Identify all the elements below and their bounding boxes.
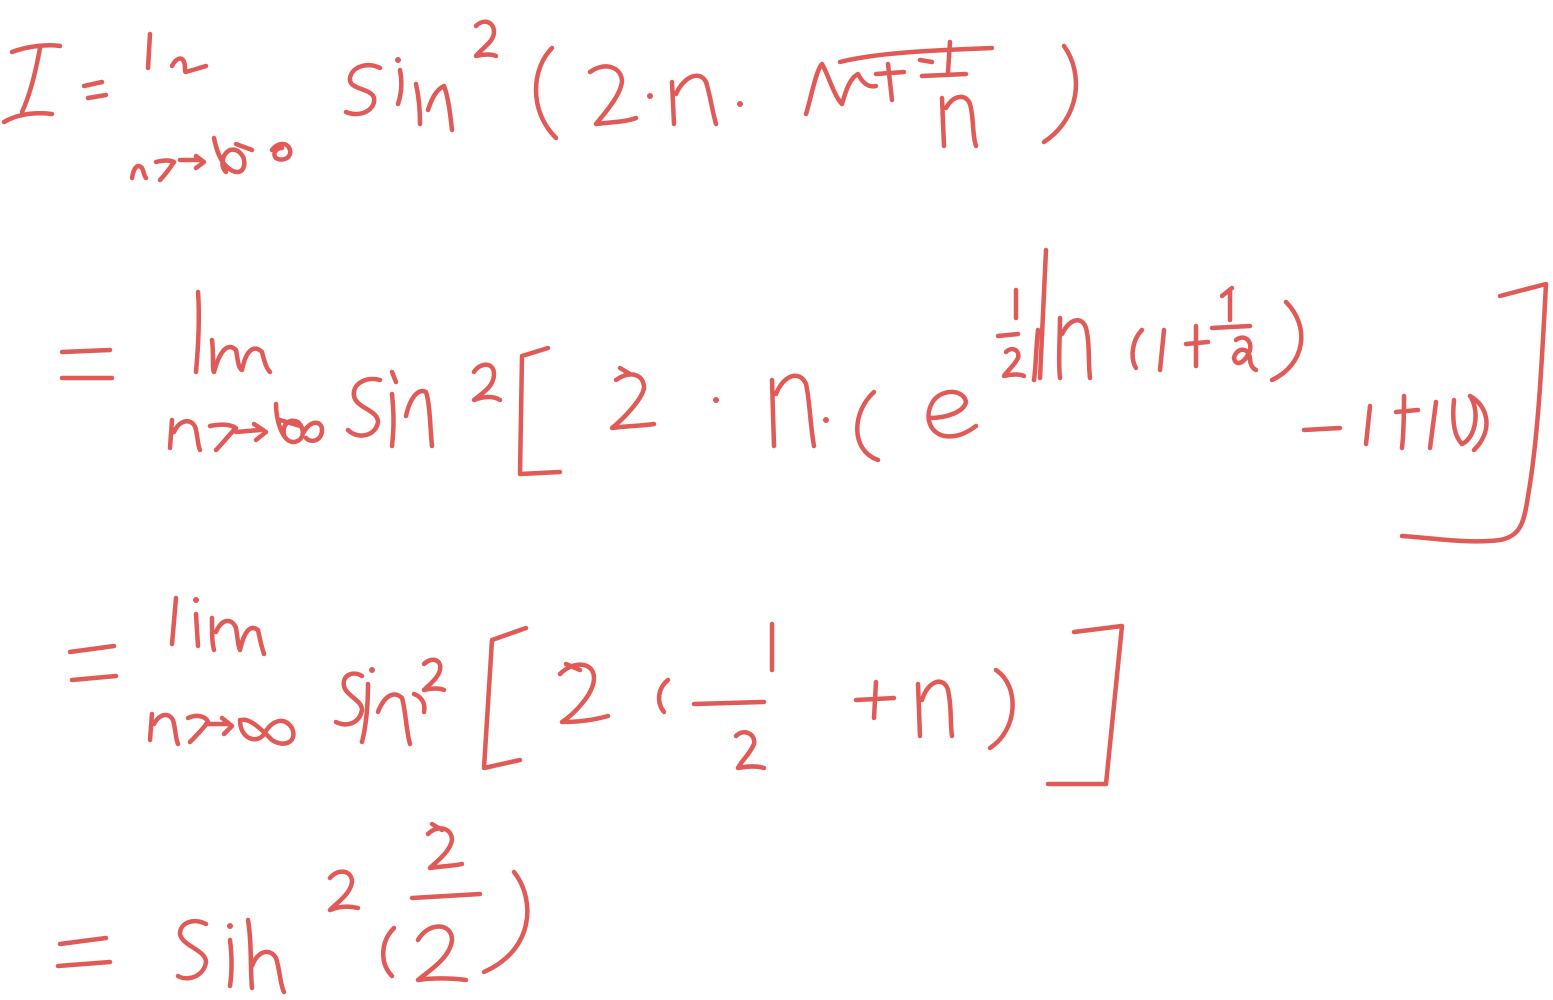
line1-close-paren — [1044, 46, 1076, 142]
line2-body-paren — [857, 392, 878, 460]
line-4 — [0, 0, 527, 992]
line4-equals — [58, 938, 110, 966]
line1-lim-subscript — [132, 138, 290, 180]
line2-sup-close — [1272, 302, 1301, 380]
line1-equals — [84, 82, 106, 98]
line3-tail — [856, 670, 1013, 748]
line3-close-bracket — [1048, 626, 1122, 784]
line1-sqrt-bar — [840, 48, 992, 62]
line1-frac-den — [942, 97, 976, 146]
line2-sup-inner-bar — [1212, 326, 1250, 328]
line4-open-paren — [383, 928, 394, 976]
line2-sup-open — [1133, 330, 1142, 368]
line3-sin — [336, 674, 424, 744]
line1-exponent-2 — [476, 22, 496, 56]
line3-exponent-2 — [424, 660, 444, 690]
line2-dot-1 — [713, 397, 719, 403]
line2-sup-1 — [1160, 330, 1164, 370]
line3-body-a — [560, 664, 608, 722]
line4-frac-num — [428, 824, 462, 868]
line3-frac-den — [736, 732, 764, 768]
line1-lim-glyphs — [148, 34, 206, 72]
line2-sin-dot — [392, 372, 396, 382]
line1-body-sqrt — [806, 60, 932, 114]
line3-sin-dot — [369, 667, 375, 673]
line1-body-n — [672, 76, 716, 124]
line2-body-e — [929, 392, 976, 436]
line2-open-bracket — [520, 348, 560, 474]
line2-equals — [62, 350, 112, 378]
line1-sin — [346, 65, 452, 130]
line2-sin — [348, 379, 432, 446]
line3-lim-glyphs — [172, 598, 264, 654]
line4-sin — [178, 920, 284, 992]
line1-body-a — [590, 66, 636, 124]
line4-exponent-2 — [330, 872, 358, 910]
line-1 — [0, 0, 1076, 180]
line3-lim-dot — [193, 597, 199, 603]
line1-open-paren — [536, 48, 556, 138]
line2-sup-plus — [1186, 326, 1208, 366]
line2-tail — [1304, 396, 1486, 450]
line2-sup-frac-bar — [998, 334, 1018, 336]
line4-frac-bar — [412, 894, 480, 898]
line1-frac-num — [948, 42, 950, 72]
line1-lhs-I — [4, 45, 60, 122]
line2-sup-frac-den — [1004, 349, 1024, 376]
line3-equals — [70, 646, 116, 680]
line3-body-paren — [659, 680, 668, 712]
line2-dot-2 — [823, 417, 829, 423]
line4-close-paren — [484, 872, 527, 972]
line3-frac-bar — [694, 702, 764, 704]
line3-lim-subscript — [150, 714, 293, 744]
line2-exponent-2 — [474, 365, 500, 400]
line2-body-a — [612, 368, 654, 428]
line2-sup-inner-den — [1234, 338, 1256, 370]
line2-body-n — [772, 376, 814, 446]
line2-sup-inner-num — [1222, 288, 1232, 320]
line2-lim-subscript — [170, 404, 322, 450]
line4-frac-den — [418, 927, 466, 981]
line2-lim-glyphs — [196, 292, 270, 372]
line4-sin-dot — [227, 923, 233, 929]
line1-sin-dot — [395, 57, 401, 63]
line3-open-bracket — [484, 628, 526, 768]
line1-dot-2 — [737, 101, 743, 107]
line1-frac-bar — [922, 74, 966, 76]
line2-sup-ln — [1034, 250, 1090, 380]
line1-dot-1 — [647, 93, 653, 99]
